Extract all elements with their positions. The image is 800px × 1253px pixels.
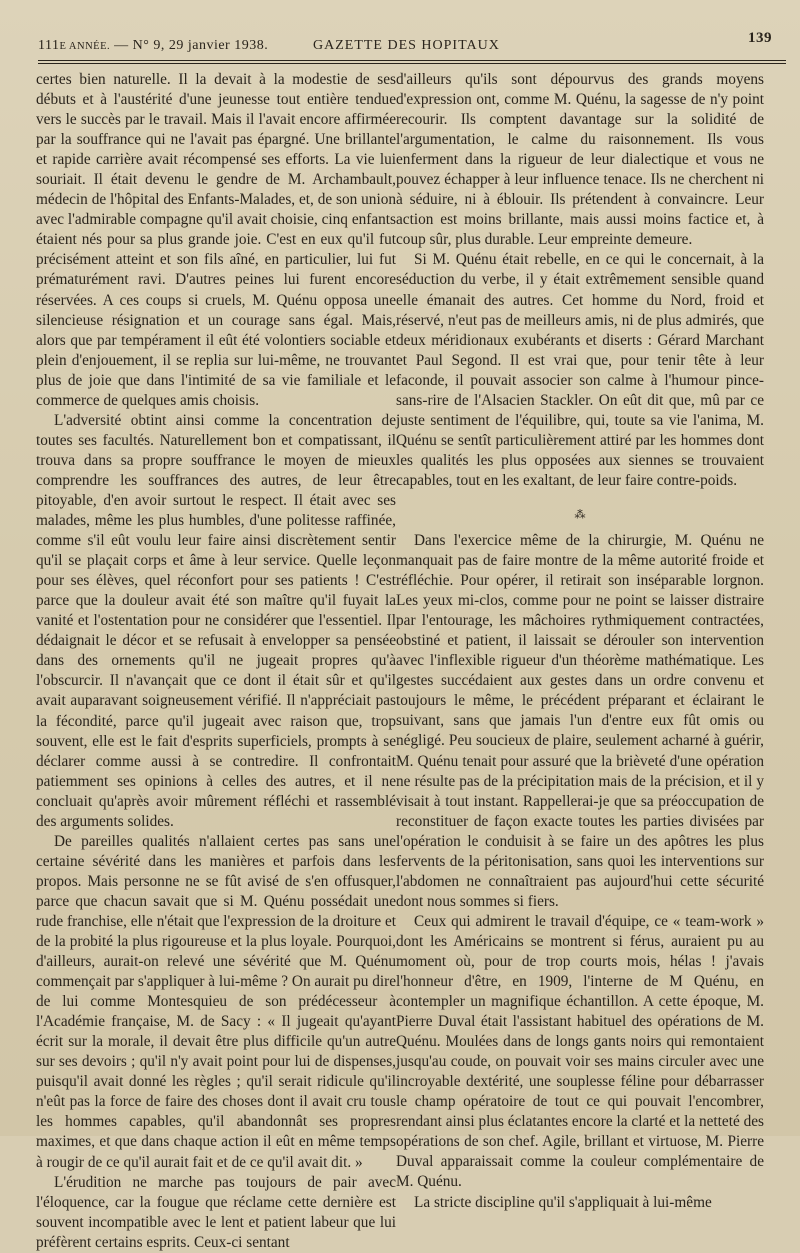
volume-number: 111: [38, 38, 60, 53]
paragraph: La stricte discipline qu'il s'appliquait à lui-même: [414, 1193, 712, 1211]
section-separator: ⁂: [574, 508, 586, 521]
paragraph: L'adversité obtint ainsi comme la concentration de toutes ses facultés. Naturellement bon et compatissant, il trouva dans sa propre souffrance le moyen de mieux comprendre les souffrances des autres, de leur être pitoyable, d'en avoir surtout le respect. Il était avec ses malades, même les plus humbles, d'une politesse raffinée, comme s'il eût voulu leur faire ainsi discrètement sentir qu'il se plaçait corps et âme à leur service. Quelle leçon pour ses élèves, quel réconfort pour ses patients ! C'est parce que la douleur avait été son maître qu'il fuyait la vanité et l'ostentation pour ne considérer que l'essentiel. Il dédaignait le décor et se refusait à envelopper sa pensée dans des ornements qu'il ne jugeait propres qu'à l'obscurcir. Il n'avançait que ce dont il était sûr et qu'il avait auparavant soigneusement vérifié. Il n'appréciait pas la fécondité, parce qu'il jugeait avec raison que, trop souvent, elle est le fait d'esprits superficiels, prompts à se déclarer comme aussi à se contredire. Il confrontait patiemment ses opinions à celles des autres, et il ne concluait qu'après avoir mûrement réfléchi et rassemblé des arguments solides.: [36, 411, 396, 830]
paragraph: d'ailleurs qu'ils sont dépourvus des grands moyens d'expression ont, comme M. Quénu, la sagesse de n'y point recourir. Ils comptent davantage sur la solidité de l'argumentation, le calme du raisonnement. Ils vous enferment dans la rigueur de leur dialectique et vous ne pouvez échapper à leur influence tenace. Ils ne cherchent ni à séduire, ni à éblouir. Ils prétendent à convaincre. Leur action est moins brillante, mais aussi moins factice et, à coup sûr, plus durable. Leur empreinte demeure.: [396, 71, 764, 249]
left-column: [36, 70, 396, 1253]
running-header: [38, 30, 778, 60]
header-rule-double: [38, 63, 786, 64]
paragraph: Dans l'exercice même de la chirurgie, M. Quénu ne manquait pas de faire montre de la même autorité froide et réfléchie. Pour opérer, il retirait son inséparable lorgnon. Les yeux mi-clos, comme pour ne point se laisser distraire par l'entourage, les mâchoires rythmiquement contractées, obstiné et patient, il laissait se dérouler son intervention avec l'inflexible rigueur d'un théorème mathématique. Les gestes succédaient aux gestes dans un ordre convenu et toujours le même, le précédent préparant et éclairant le suivant, sans que jamais l'un d'entre eux fût omis ou négligé. Peu soucieux de plaire, seulement acharné à guérir, M. Quénu tenait pour assuré que la brièveté d'une opération ne résulte pas de la précipitation mais de la précision, et il y visait à tout instant. Rappellerai-je que sa préoccupation de reconstituer de façon exacte toutes les parties divisées par l'opération le conduisit à se faire un des apôtres les plus fervents de la péritonisation, sans quoi les interventions sur l'abdomen ne connaîtraient pas aujourd'hui cette sécurité dont nous sommes si fiers.: [396, 531, 764, 910]
issue-info: [38, 38, 268, 54]
issue-date: — N° 9, 29 janvier 1938.: [114, 38, 269, 53]
paragraph: L'érudition ne marche pas toujours de pair avec l'éloquence, car la fougue que réclame cette dernière est souvent incompatible avec le lent et patient labeur que lui préfèrent certains esprits. Ceux-ci sentant: [36, 1173, 396, 1251]
paragraph: certes bien naturelle. Il la devait à la modestie de ses débuts et à l'austérité d'une jeunesse tout entière tendue vers le succès par le travail. Mais il l'avait encore affirmée par la souffrance qui ne l'avait pas épargné. Une brillante et rapide carrière avait récompensé ses efforts. La vie lui souriait. Il était devenu le gendre de M. Archambault, médecin de l'hôpital des Enfants-Malades, et, de son union avec l'admirable compagne qu'il avait choisie, cinq enfants étaient nés pour sa plus grande joie. C'est en eux qu'il fut précisément atteint et son fils aîné, en particulier, lui fut prématurément ravi. D'autres peines lui furent encore réservées. A ces coups si cruels, M. Quénu opposa une silencieuse résignation et un courage sans égal. Mais, alors que par tempérament il eût été volontiers sociable et plein d'enjouement, il se replia sur lui-même, ne trouvant plus de joie que dans l'intimité de sa vie familiale et le commerce de quelques amis choisis.: [36, 71, 396, 409]
header-rule: [38, 60, 786, 61]
paragraph: De pareilles qualités n'allaient certes pas sans une certaine sévérité dans les manières et parfois dans les propos. Mais personne ne se fût avisé de s'en offusquer, parce que chacun savait que si M. Quénu possédait une rude franchise, elle n'était que l'expression de la droiture et de la probité la plus rigoureuse et la plus loyale. Pourquoi, d'ailleurs, aurait-on relevé une sévérité que M. Quénu commençait par s'appliquer à lui-même ? On aurait pu dire de lui comme Montesquieu de son prédécesseur à l'Académie française, M. de Sacy : « Il jugeait qu'ayant écrit sur la morale, il devait être plus difficile qu'un autre sur ses devoirs ; qu'il n'y avait point pour lui de dispenses, puisqu'il avait donné les règles ; qu'il serait ridicule qu'il n'eût pas la force de faire des choses dont il avait cru tous les hommes capables, qu'il abandonnât ses propres maximes, et que dans chaque action il eût en même temps à rougir de ce qu'il aurait fait et de ce qu'il avait dit. »: [36, 832, 396, 1171]
journal-title: GAZETTE DES HOPITAUX: [313, 38, 500, 53]
right-column: [396, 70, 764, 1213]
paragraph: Si M. Quénu était rebelle, en ce qui le concernait, à la séduction du verbe, il y était extrêmement sensible quand elle émanait des autres. Cet homme du Nord, froid et réservé, n'eut pas de meilleurs amis, ni de plus admirés, que deux méridionaux exubérants et diserts : Gérard Marchant et Paul Segond. Il est vrai que, pour tenir tête à leur faconde, il pouvait associer son calme à l'humour pince-sans-rire de l'Alsacien Stackler. On eût dit que, mû par ce juste sentiment de l'équilibre, qui, toute sa vie l'anima, M. Quénu se sentît particulièrement attiré par les hommes dont les qualités les plus opposées aux siennes se trouvaient capables, tout en les exaltant, de leur faire contre-poids.: [396, 251, 764, 489]
page-number: 139: [748, 30, 772, 46]
annee-label: E ANNÉE.: [59, 41, 111, 52]
paragraph: Ceux qui admirent le travail d'équipe, ce « team-work » dont les Américains se montrent si férus, auraient pu au moment où, pour de trop courts mois, hélas ! j'avais l'honneur d'être, en 1909, l'interne de M Quénu, en contempler un magnifique échantillon. A cette époque, M. Pierre Duval était l'assistant habituel des opérations de M. Quénu. Moulées dans de longs gants noirs qui remontaient jusqu'au coude, on pouvait voir ses mains circuler avec une incroyable dextérité, une souplesse féline pour débarrasser le champ opératoire de tout ce qui pouvait l'encombrer, rendant ainsi plus éclatantes encore la clarté et la netteté des opérations de son chef. Agile, brillant et virtuose, M. Pierre Duval apparaissait comme la couleur complémentaire de M. Quénu.: [396, 912, 764, 1191]
